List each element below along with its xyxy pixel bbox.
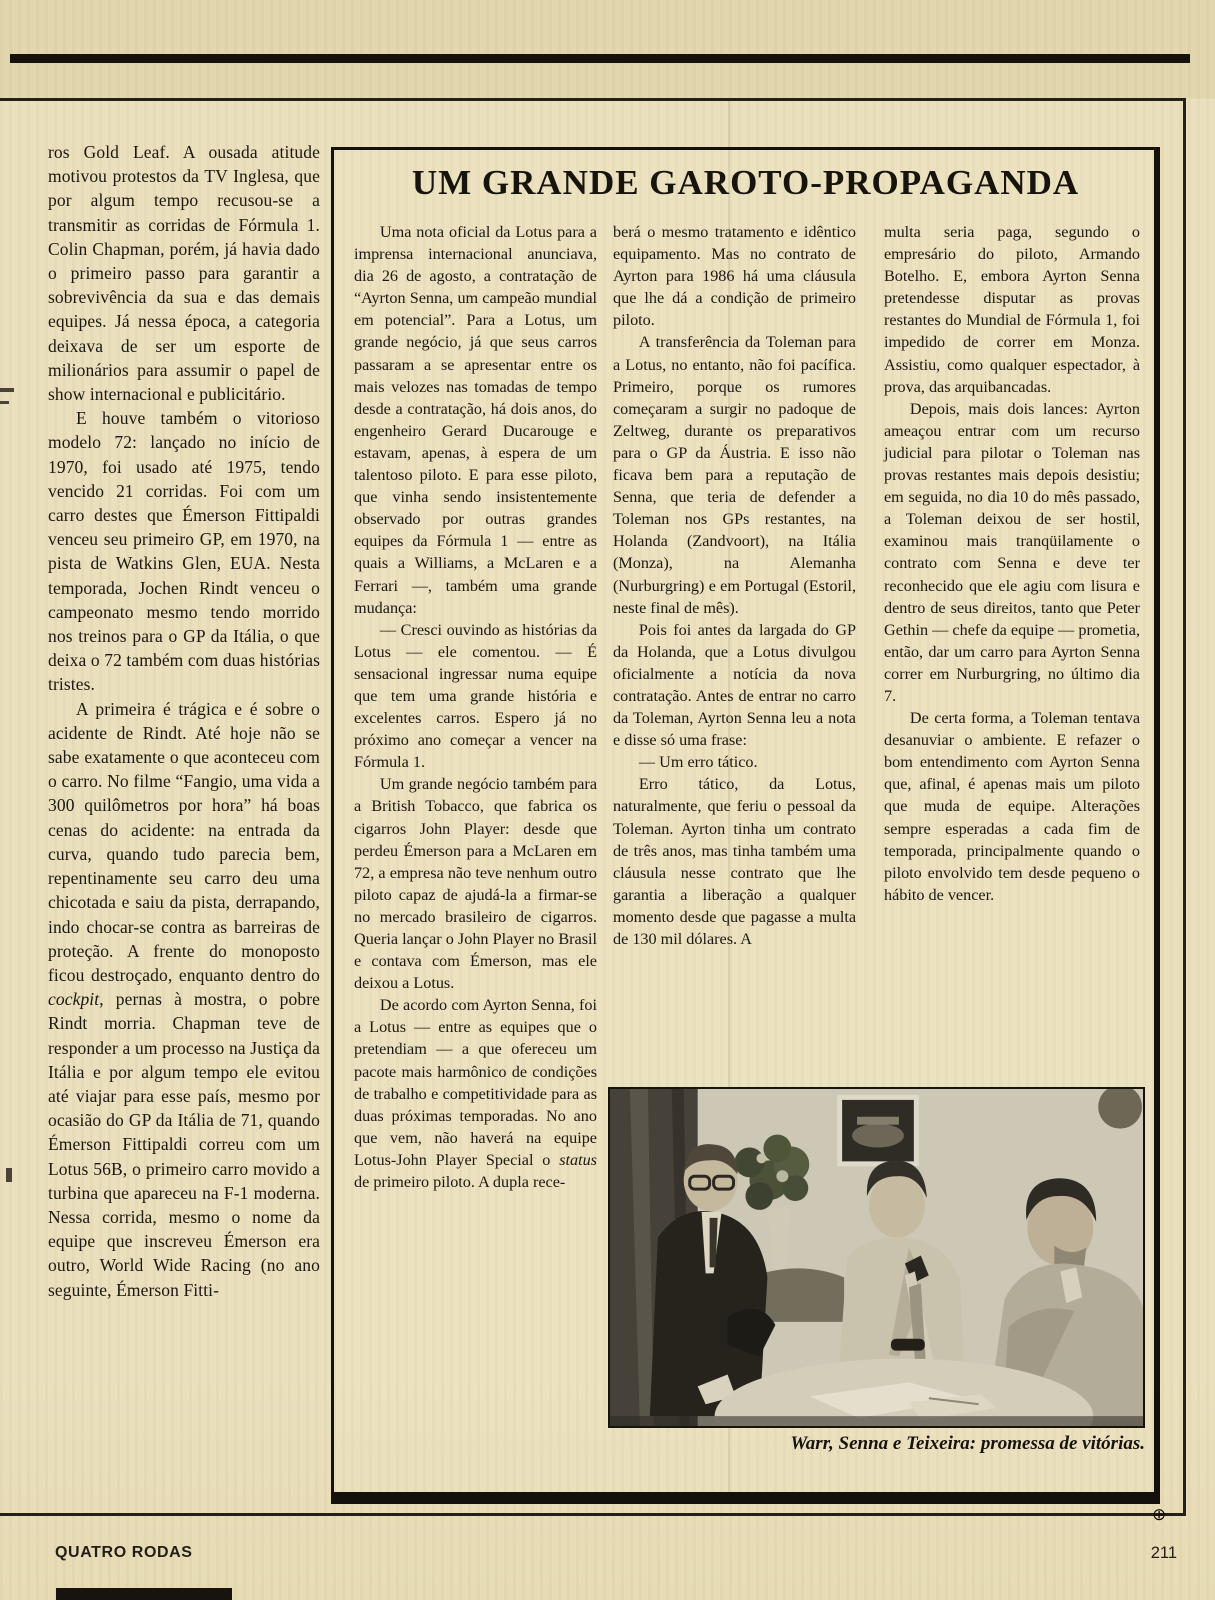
article-title: UM GRANDE GAROTO-PROPAGANDA	[411, 163, 1080, 202]
paragraph: E houve também o vitorioso modelo 72: lançado no início de 1970, foi usado até 1975, tendo vencido 21 corridas. Foi com um carro destes que Émerson Fittipaldi venceu seu primeiro GP, em 1970, na pista de Watkins Glen, EUA. Nesta temporada, Jochen Rindt venceu o campeonato mesmo tendo morrido nos treinos para o GP da Itália, o que deixa o 72 também com duas histórias tristes.	[48, 408, 320, 695]
magazine-name: QUATRO RODAS	[55, 1544, 193, 1561]
paragraph: ros Gold Leaf. A ousada atitude motivou protestos da TV Inglesa, que por algum tempo recusou-se a transmitir as corridas de Fórmula 1. Colin Chapman, porém, já havia dado o primeiro passo para garantir a sobrevivência da sua e das demais equipes. Já nessa época, a categoria deixava de ser um esporte de milionários para assumir o papel de show internacional e publicitário.	[48, 142, 320, 405]
top-rule	[10, 54, 1190, 63]
article-column-1	[354, 221, 597, 1193]
page-frame-top	[0, 98, 1186, 101]
photo	[608, 1087, 1145, 1428]
paragraph: multa seria paga, segundo o empresário do piloto, Armando Botelho. E, embora Ayrton Senna pretendesse disputar as provas restantes do Mundial de Fórmula 1, foi impedido de correr em Monza. Assistiu, como qualquer espectador, à prova, das arquibancadas.	[884, 223, 1140, 396]
page-number: 211	[1150, 1544, 1177, 1562]
paragraph: Um grande negócio também para a British Tobacco, que fabrica os cigarros John Player: desde que perdeu Émerson para a McLaren em 72, a empresa não teve nenhum outro piloto capaz de ajudá-la a firmar-se no mercado brasileiro de cigarros. Queria lançar o John Player no Brasil e contava com Émerson, mas ele deixou a Lotus.	[354, 775, 597, 993]
paragraph: Erro tático, da Lotus, naturalmente, que feriu o pessoal da Toleman. Ayrton tinha um contrato de três anos, mas tinha também uma cláusula nesse contrato que lhe garantia a liberação a qualquer momento desde que pagasse a multa de 130 mil dólares. A	[613, 775, 856, 948]
paragraph: A primeira é trágica e é sobre o acidente de Rindt. Até hoje não se sabe exatamente o que aconteceu com o carro. No filme “Fangio, uma vida a 300 quilômetros por hora” há boas cenas do acidente: na entrada da curva, quando tudo parecia bem, repentinamente seu carro deu uma chicotada e saiu da pista, derrapando, indo chocar-se contra as barreiras de proteção. A frente do monoposto ficou destroçado, enquanto dentro do cockpit, pernas à mostra, o pobre Rindt morria. Chapman teve de responder a um processo na Justiça da Itália e por algum tempo ele evitou até viajar para esse país, mesmo por ocasião do GP da Itália de 71, quando Émerson Fittipaldi correu com um Lotus 56B, o primeiro carro movido a turbina que apareceu na F-1 moderna. Nessa corrida, mesmo o nome da equipe que inscreveu Émerson era outro, World Wide Racing (no ano seguinte, Émerson Fitti-	[48, 698, 320, 1300]
article-column-2	[613, 221, 856, 950]
paragraph: — Cresci ouvindo as histórias da Lotus — ele comentou. — É sensacional ingressar numa equipe que tem uma grande história e excelentes carros. Espero já no próximo ano começar a vencer na Fórmula 1.	[354, 620, 597, 772]
paragraph: berá o mesmo tratamento e idêntico equipamento. Mas no contrato de Ayrton para 1986 há uma cláusula que lhe dá a condição de primeiro piloto.	[613, 223, 856, 330]
scan-mark	[6, 1168, 12, 1182]
page-frame-bottom	[0, 1513, 1186, 1516]
paragraph: A transferência da Toleman para a Lotus, no entanto, não foi pacífica. Primeiro, porque os rumores começaram a surgir no padoque de Zeltweg, durante os preparativos para o GP da Áustria. E isso não ficava bem para a reputação de Senna, que teria de defender a Toleman nos GPs restantes, na Holanda (Zandvoort), na Itália (Monza), na Alemanha (Nurburgring) e em Portugal (Estoril, neste final de mês).	[613, 333, 856, 617]
paragraph: De certa forma, a Toleman tentava desanuviar o ambiente. E refazer o bom entendimento com Ayrton Senna que, afinal, é apenas mais um piloto que muda de equipe. Alterações sempre esperadas a cada fim de temporada, principalmente quando o piloto envolvido tem desde pequeno o hábito de vencer.	[884, 709, 1140, 904]
paragraph: De acordo com Ayrton Senna, foi a Lotus — entre as equipes que o pretendiam — a que ofereceu um pacote mais harmônico de condições de trabalho e competitividade para as duas próximas temporadas. No ano que vem, não haverá na equipe Lotus-John Player Special o status de primeiro piloto. A dupla rece-	[354, 996, 597, 1192]
end-of-article-icon: ⊕	[1152, 1505, 1167, 1524]
paragraph: Depois, mais dois lances: Ayrton ameaçou entrar com um recurso judicial para pilotar o Toleman nas provas restantes mais depois desistiu; em seguida, no dia 10 do mês passado, a Toleman deixou de ser hostil, examinou mais tranqüilamente o contrato com Senna e deve ter reconhecido que ele agiu com lisura e dentro de seus direitos, tanto que Peter Gethin — chefe da equipe — prometia, então, dar um carro para Ayrton Senna correr em Nurburgring, no último dia 7.	[884, 399, 1140, 705]
article-column-3	[884, 221, 1140, 906]
paragraph: Uma nota oficial da Lotus para a imprensa internacional anunciava, dia 26 de agosto, a contratação de “Ayrton Senna, um campeão mundial em potencial”. Para a Lotus, um grande negócio, já que seus carros passaram a se apresentar entre os mais velozes nas tomadas de tempo desde a contratação, há dois anos, do engenheiro Gerard Ducarouge e estavam, apenas, à espera de um talentoso piloto. E para esse piloto, que vinha sendo insistentemente observado por outras grandes equipes da Fórmula 1 — entre as quais a Williams, a McLaren e a Ferrari —, também uma grande mudança:	[354, 223, 597, 617]
scan-mark	[0, 401, 9, 404]
paragraph: — Um erro tático.	[638, 753, 758, 772]
photo-caption: Warr, Senna e Teixeira: promessa de vitórias.	[790, 1433, 1145, 1454]
photo-illustration	[610, 1089, 1143, 1426]
page-frame-right	[1183, 98, 1186, 1516]
paragraph: Pois foi antes da largada do GP da Holanda, que a Lotus divulgou oficialmente a notícia da nova contratação. Antes de entrar no carro da Toleman, Ayrton Senna leu a nota e disse só uma frase:	[613, 620, 856, 750]
left-column	[48, 140, 320, 1302]
next-page-edge	[56, 1588, 232, 1600]
scan-mark	[0, 388, 14, 392]
